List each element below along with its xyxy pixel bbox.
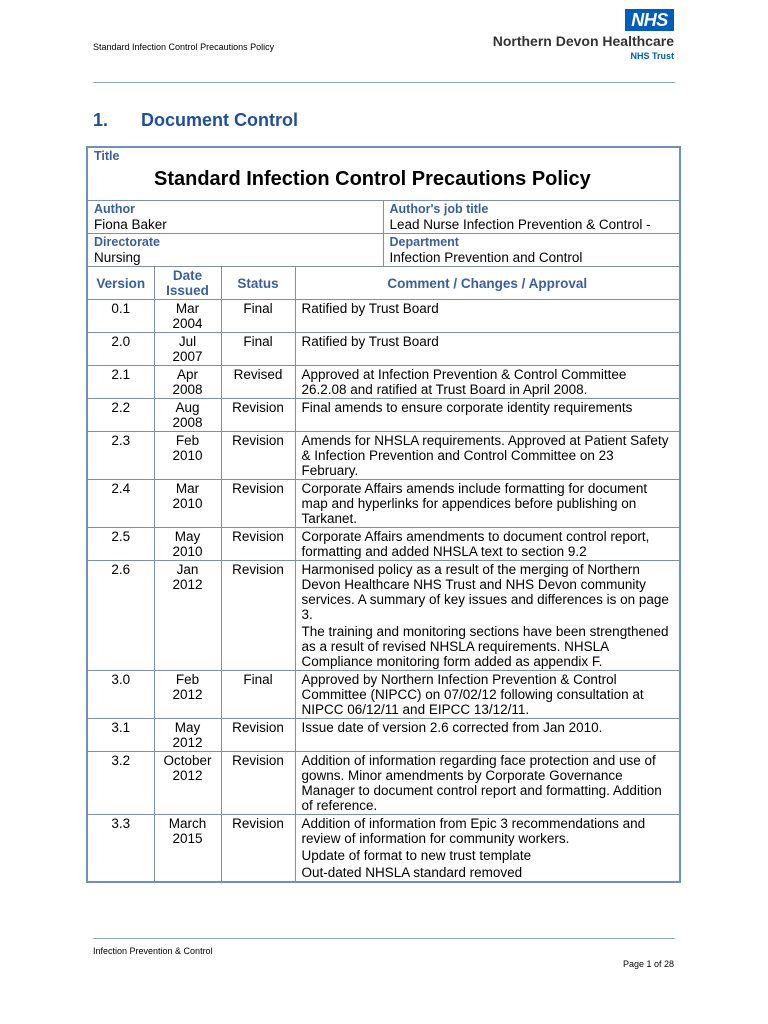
comment-cell	[295, 528, 680, 561]
version-row	[87, 719, 680, 752]
date-issued-cell	[154, 815, 221, 883]
status-cell: Final	[221, 333, 295, 366]
comment-cell	[295, 671, 680, 719]
date-issued-cell	[154, 432, 221, 480]
status-cell: Revision	[221, 432, 295, 480]
header-document-title: Standard Infection Control Precautions Policy	[93, 42, 275, 52]
policy-title: Standard Infection Control Precautions Policy	[154, 168, 591, 190]
date-issued-cell	[154, 719, 221, 752]
department-cell	[383, 234, 680, 267]
version-row	[87, 300, 680, 333]
version-cell: 2.1	[87, 366, 154, 399]
date-part: 2012	[172, 768, 203, 783]
comment-paragraph: Harmonised policy as a result of the merging of Northern Devon Healthcare NHS Trust and NHS Devon community services. A summary of key issues and differences is on page 3.	[301, 562, 669, 622]
date-part: 2010	[172, 544, 203, 559]
organisation-name: Northern Devon Healthcare	[492, 33, 674, 49]
comment-cell	[295, 480, 680, 528]
version-row	[87, 815, 680, 883]
status-cell: Revision	[221, 719, 295, 752]
date-part: 2007	[172, 349, 203, 364]
comment-cell	[295, 300, 680, 333]
date-issued-cell	[154, 399, 221, 432]
version-row	[87, 480, 680, 528]
date-issued-cell	[154, 752, 221, 815]
column-header-row	[87, 267, 680, 300]
author-cell	[87, 201, 383, 234]
date-part: Feb	[175, 672, 200, 687]
version-row	[87, 366, 680, 399]
version-cell: 2.6	[87, 561, 154, 671]
col-header-comment: Comment / Changes / Approval	[295, 267, 680, 300]
date-part: Mar	[175, 481, 200, 496]
comment-cell	[295, 432, 680, 480]
comment-cell	[295, 333, 680, 366]
comment-paragraph: Ratified by Trust Board	[301, 301, 439, 316]
date-part: 2010	[172, 448, 203, 463]
date-part: Apr	[176, 367, 198, 382]
status-cell: Final	[221, 671, 295, 719]
date-part: 2008	[172, 415, 203, 430]
version-row	[87, 333, 680, 366]
version-cell: 3.2	[87, 752, 154, 815]
status-cell: Revision	[221, 815, 295, 883]
status-cell: Revision	[221, 752, 295, 815]
date-part: 2012	[172, 687, 203, 702]
date-part: Feb	[175, 433, 200, 448]
section-heading	[93, 110, 298, 131]
date-part: 2015	[172, 831, 203, 846]
version-cell: 2.2	[87, 399, 154, 432]
directorate-cell	[87, 234, 383, 267]
comment-paragraph: Approved by Northern Infection Prevention & Control Committee (NIPCC) on 07/02/12 following consultation at NIPCC 06/12/11 and EIPCC 13/12/11.	[301, 672, 644, 717]
footer-divider	[93, 938, 675, 939]
version-cell: 2.5	[87, 528, 154, 561]
date-part: May	[174, 529, 201, 544]
author-label: Author	[94, 202, 135, 216]
version-row	[87, 671, 680, 719]
date-part: 2012	[172, 577, 203, 592]
date-issued-cell	[154, 366, 221, 399]
author-row	[87, 201, 680, 234]
comment-cell	[295, 752, 680, 815]
document-control-table	[86, 146, 681, 883]
comment-paragraph: Amends for NHSLA requirements. Approved at Patient Safety & Infection Prevention and Control Committee on 23 February.	[301, 433, 669, 478]
header-divider	[93, 82, 675, 83]
comment-paragraph: Issue date of version 2.6 corrected from Jan 2010.	[301, 720, 603, 735]
version-row	[87, 399, 680, 432]
comment-cell	[295, 719, 680, 752]
directorate-value: Nursing	[94, 250, 141, 265]
version-row	[87, 561, 680, 671]
comment-paragraph: The training and monitoring sections have been strengthened as a result of revised NHSLA requirements. NHSLA Compliance monitoring form added as appendix F.	[301, 624, 669, 669]
comment-cell	[295, 561, 680, 671]
date-part: Mar	[175, 301, 200, 316]
date-issued-cell	[154, 561, 221, 671]
date-part: Jul	[178, 334, 197, 349]
comment-cell	[295, 815, 680, 883]
date-part: May	[174, 720, 201, 735]
job-title-cell	[383, 201, 680, 234]
comment-paragraph: Corporate Affairs amends include formatting for document map and hyperlinks for appendices before publishing on Tarkanet.	[301, 481, 648, 526]
version-cell: 2.3	[87, 432, 154, 480]
comment-paragraph: Ratified by Trust Board	[301, 334, 439, 349]
directorate-label: Directorate	[94, 235, 160, 249]
status-cell: Revised	[221, 366, 295, 399]
comment-paragraph: Final amends to ensure corporate identity requirements	[301, 400, 633, 415]
col-header-date-issued: Date Issued	[154, 267, 221, 300]
status-cell: Final	[221, 300, 295, 333]
version-row	[87, 528, 680, 561]
date-part: 2012	[172, 735, 203, 750]
comment-paragraph: Addition of information from Epic 3 recommendations and review of information for community workers.	[301, 816, 646, 846]
title-cell	[87, 147, 680, 201]
directorate-row	[87, 234, 680, 267]
date-issued-cell	[154, 333, 221, 366]
date-part: 2008	[172, 382, 203, 397]
date-part: March	[168, 816, 207, 831]
version-cell: 3.3	[87, 815, 154, 883]
version-cell: 3.1	[87, 719, 154, 752]
date-part: Aug	[175, 400, 200, 415]
organisation-subtitle: NHS Trust	[630, 51, 674, 61]
comment-paragraph: Addition of information regarding face protection and use of gowns. Minor amendments by Corporate Governance Manager to document control report and formatting. Addition of reference.	[301, 753, 662, 813]
author-value: Fiona Baker	[94, 217, 167, 232]
section-title: Document Control	[141, 110, 298, 130]
comment-paragraph: Approved at Infection Prevention & Control Committee 26.2.08 and ratified at Trust Board in April 2008.	[301, 367, 627, 397]
department-value: Infection Prevention and Control	[389, 250, 583, 265]
col-header-version: Version	[87, 267, 154, 300]
version-cell: 0.1	[87, 300, 154, 333]
version-row	[87, 752, 680, 815]
date-part: October	[163, 753, 212, 768]
page-number: Page 1 of 28	[622, 959, 674, 969]
comment-cell	[295, 399, 680, 432]
job-title-value: Lead Nurse Infection Prevention & Control -	[389, 217, 651, 232]
date-issued-cell	[154, 480, 221, 528]
version-row	[87, 432, 680, 480]
comment-paragraph: Corporate Affairs amendments to document control report, formatting and added NHSLA text to section 9.2	[301, 529, 650, 559]
nhs-logo: NHS	[625, 9, 674, 31]
department-label: Department	[389, 235, 459, 249]
date-part: Jan	[176, 562, 199, 577]
col-header-status: Status	[221, 267, 295, 300]
job-title-label: Author's job title	[389, 202, 489, 216]
version-cell: 2.0	[87, 333, 154, 366]
title-label: Title	[94, 149, 120, 163]
date-issued-cell	[154, 300, 221, 333]
footer-department: Infection Prevention & Control	[93, 946, 213, 956]
comment-paragraph: Out-dated NHSLA standard removed	[301, 865, 523, 880]
status-cell: Revision	[221, 480, 295, 528]
date-part: 2004	[172, 316, 203, 331]
title-row	[87, 147, 680, 201]
date-part: 2010	[172, 496, 203, 511]
version-cell: 3.0	[87, 671, 154, 719]
date-issued-cell	[154, 528, 221, 561]
date-issued-cell	[154, 671, 221, 719]
status-cell: Revision	[221, 528, 295, 561]
version-cell: 2.4	[87, 480, 154, 528]
comment-cell	[295, 366, 680, 399]
section-number: 1.	[93, 110, 109, 130]
status-cell: Revision	[221, 561, 295, 671]
comment-paragraph: Update of format to new trust template	[301, 848, 532, 863]
status-cell: Revision	[221, 399, 295, 432]
